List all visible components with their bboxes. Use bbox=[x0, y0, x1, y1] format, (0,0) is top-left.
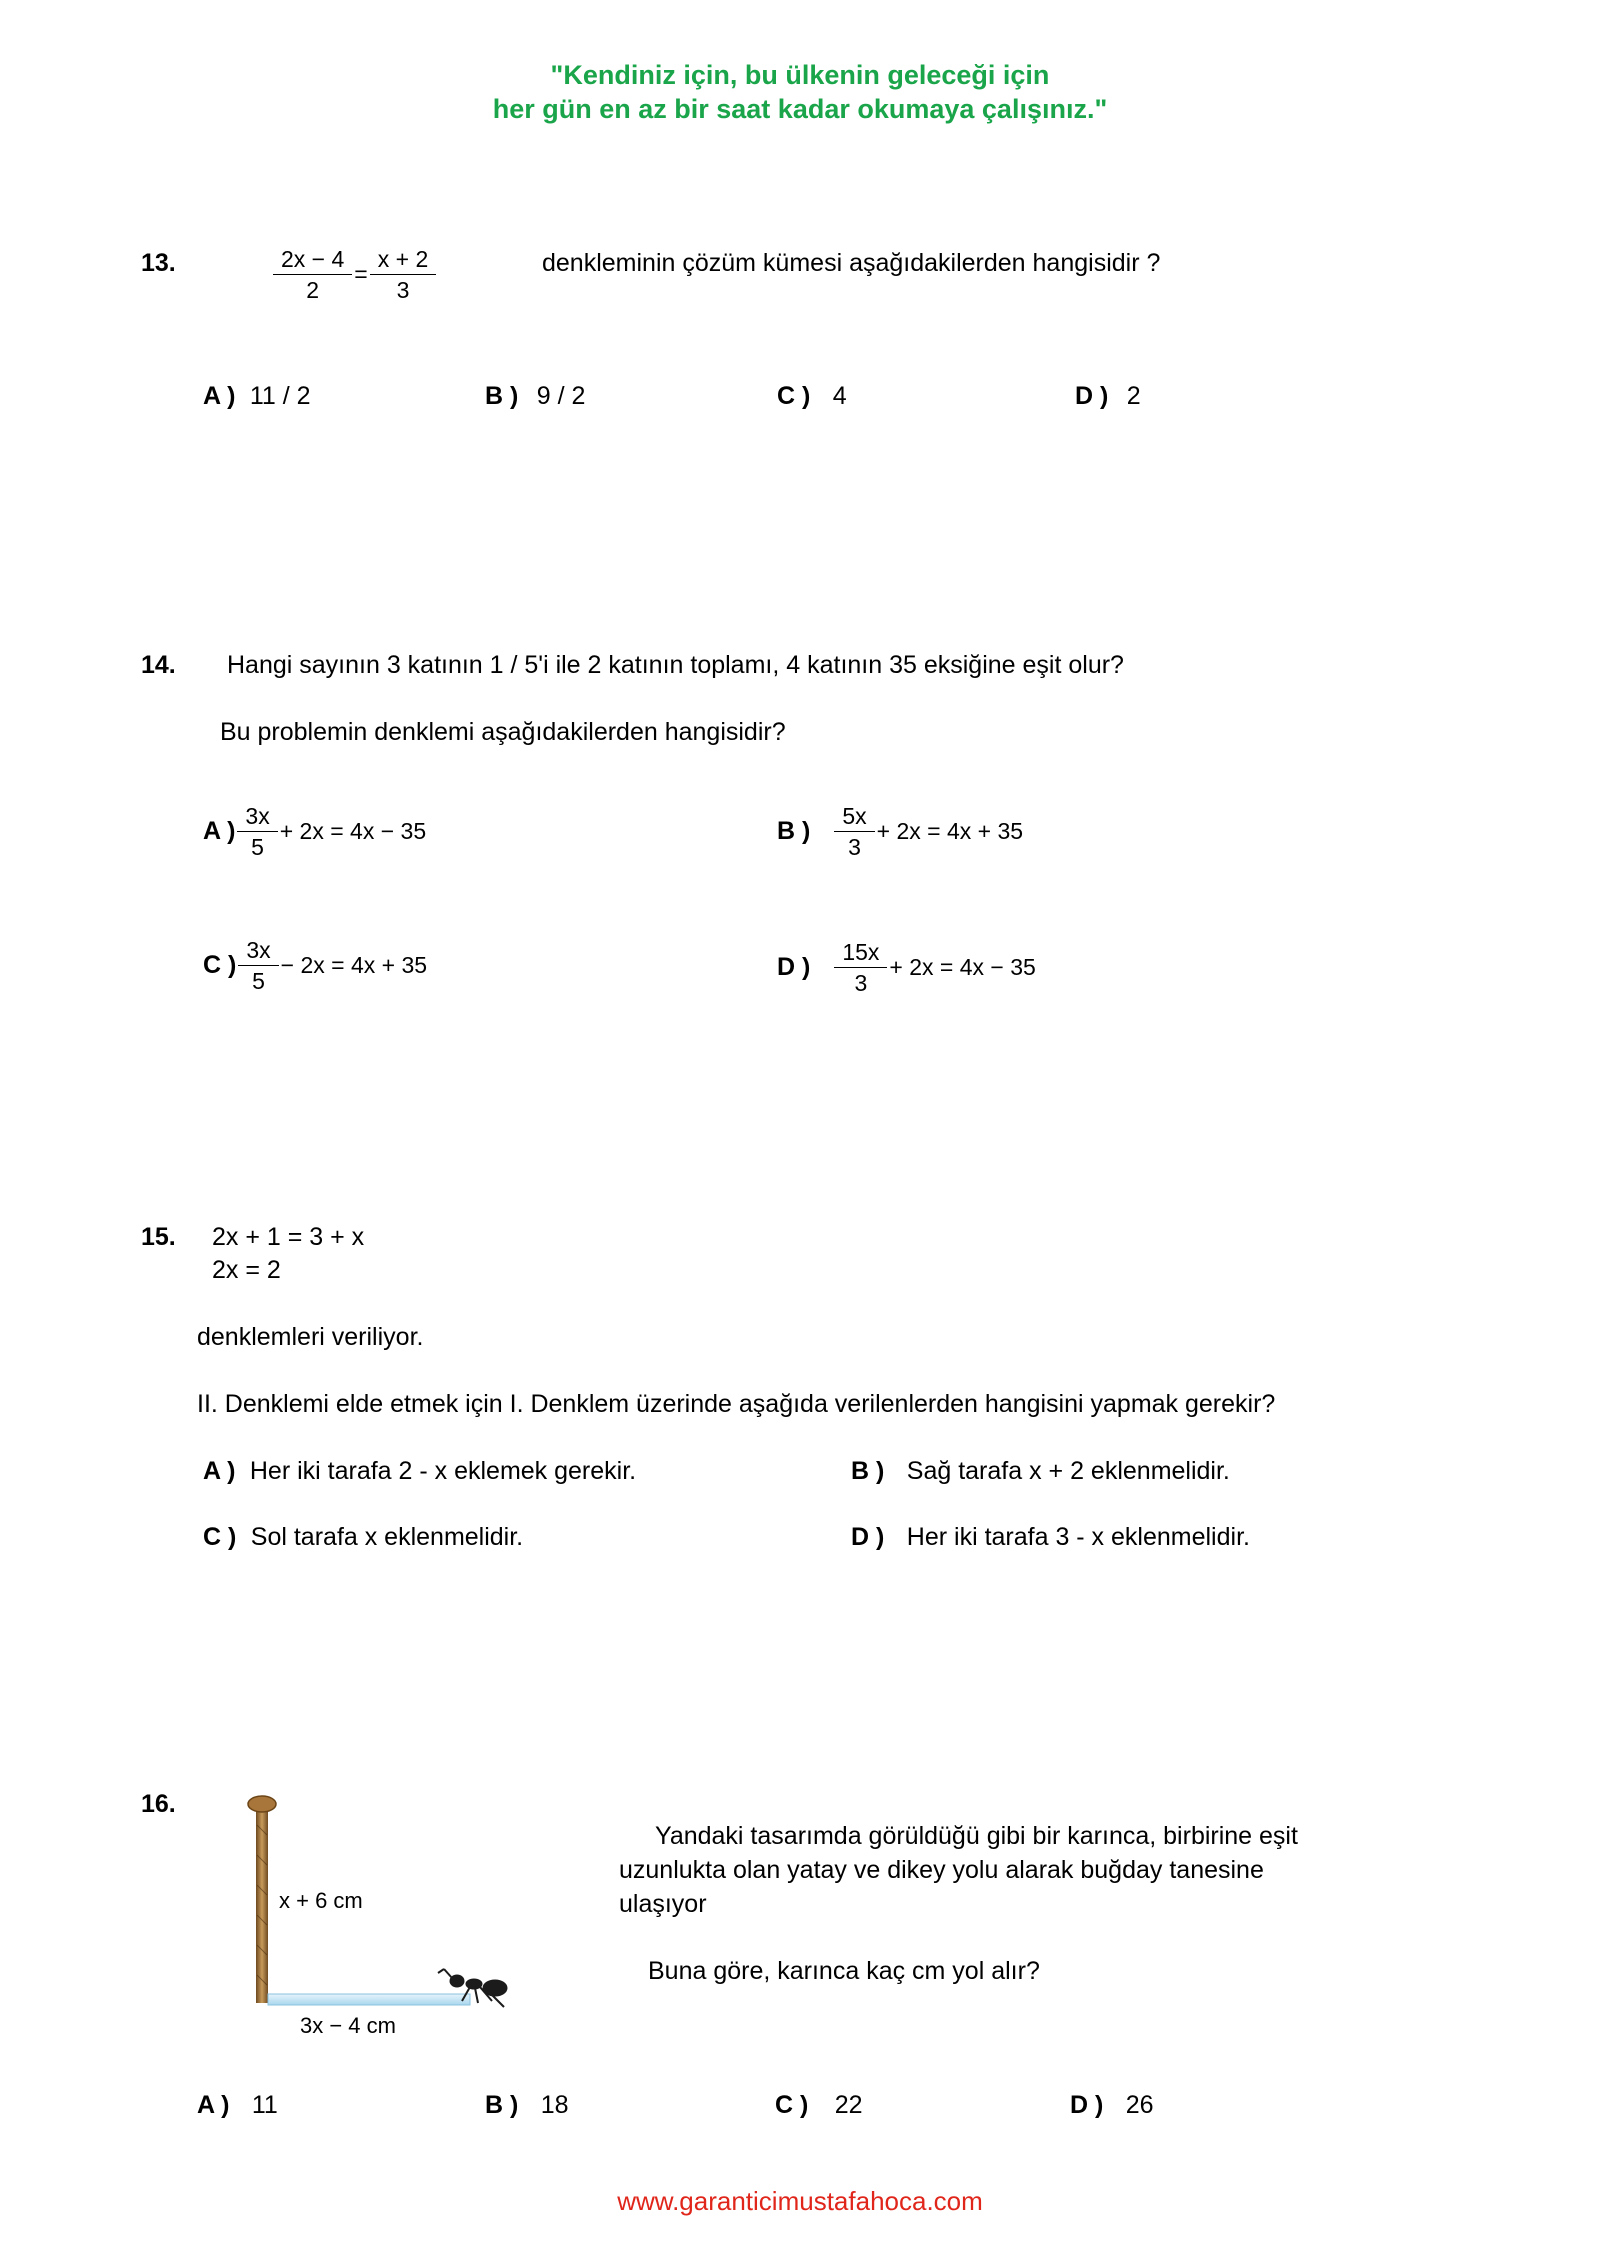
option-label: A ) bbox=[197, 2091, 230, 2119]
equation-rest: + 2x = 4x − 35 bbox=[889, 954, 1036, 980]
option-value: 26 bbox=[1125, 2091, 1154, 2119]
question-16-question: Buna göre, karınca kaç cm yol alır? bbox=[648, 1957, 1040, 1985]
question-13-text: denkleminin çözüm kümesi aşağıdakilerden hangisidir ? bbox=[542, 249, 1161, 277]
question-15-option-c[interactable] bbox=[203, 1523, 523, 1552]
wheat-grain-icon bbox=[248, 1796, 276, 1812]
option-label: B ) bbox=[777, 817, 811, 845]
option-label: B ) bbox=[851, 1457, 885, 1485]
question-15-number: 15. bbox=[141, 1223, 176, 1251]
fraction-denominator: 2 bbox=[273, 274, 352, 305]
fraction bbox=[838, 937, 883, 998]
option-value: Sağ tarafa x + 2 eklenmelidir. bbox=[906, 1457, 1230, 1485]
question-15-question: II. Denklemi elde etmek için I. Denklem üzerinde aşağıda verilenlerden hangisini yapmak gerekir? bbox=[197, 1390, 1276, 1418]
question-14-option-d[interactable] bbox=[777, 937, 1036, 998]
fraction-denominator: 3 bbox=[834, 967, 887, 998]
equation-rest: + 2x = 4x − 35 bbox=[279, 818, 427, 844]
equation-rest: − 2x = 4x + 35 bbox=[280, 952, 428, 978]
equation-1: 2x + 1 = 3 + x bbox=[212, 1223, 365, 1251]
fraction bbox=[838, 801, 870, 862]
fraction-numerator: 2x − 4 bbox=[281, 246, 345, 272]
option-label: D ) bbox=[851, 1523, 885, 1551]
option-value: 9 / 2 bbox=[536, 382, 586, 410]
question-16-option-d[interactable] bbox=[1070, 2091, 1154, 2120]
fraction bbox=[242, 935, 274, 996]
option-value: Sol tarafa x eklenmelidir. bbox=[250, 1523, 524, 1551]
option-label: B ) bbox=[485, 382, 519, 410]
question-14-option-b[interactable] bbox=[777, 801, 1023, 862]
fraction-denominator: 5 bbox=[238, 965, 278, 996]
option-value: 18 bbox=[540, 2091, 569, 2119]
equation-2: 2x = 2 bbox=[212, 1256, 281, 1284]
question-13-equation bbox=[277, 244, 432, 305]
motto-line-2: her gün en az bir saat kadar okumaya çalışınız." bbox=[492, 94, 1108, 124]
option-label: C ) bbox=[775, 2091, 809, 2119]
option-value: 11 / 2 bbox=[249, 382, 311, 410]
question-16-number: 16. bbox=[141, 1790, 176, 1818]
option-label: D ) bbox=[1070, 2091, 1104, 2119]
question-13-option-a[interactable] bbox=[203, 382, 311, 411]
option-value: Her iki tarafa 2 - x eklemek gerekir. bbox=[249, 1457, 637, 1485]
question-15-option-a[interactable] bbox=[203, 1457, 636, 1486]
question-16-text-line-2: uzunlukta olan yatay ve dikey yolu alarak buğday tanesine bbox=[619, 1856, 1264, 1884]
option-value: 11 bbox=[251, 2091, 278, 2119]
question-14-subtext: Bu problemin denklemi aşağıdakilerden hangisidir? bbox=[220, 718, 786, 746]
option-label: A ) bbox=[203, 382, 236, 410]
option-label: A ) bbox=[203, 1457, 236, 1485]
option-label: A ) bbox=[203, 817, 236, 845]
horizontal-length-label: 3x − 4 cm bbox=[300, 2013, 396, 2038]
fraction-denominator: 3 bbox=[370, 274, 437, 305]
question-16-text-line-1: Yandaki tasarımda görüldüğü gibi bir karınca, birbirine eşit bbox=[655, 1822, 1298, 1850]
equals-sign: = bbox=[354, 261, 368, 287]
question-15-option-d[interactable] bbox=[851, 1523, 1250, 1552]
fraction-numerator: x + 2 bbox=[377, 246, 429, 272]
option-value: Her iki tarafa 3 - x eklenmelidir. bbox=[906, 1523, 1250, 1551]
fraction-right bbox=[374, 244, 433, 305]
option-label: D ) bbox=[777, 953, 811, 981]
question-16-option-b[interactable] bbox=[485, 2091, 569, 2120]
option-value: 4 bbox=[832, 382, 847, 410]
fraction-denominator: 5 bbox=[237, 831, 277, 862]
fraction-numerator: 3x bbox=[245, 803, 270, 829]
option-label: C ) bbox=[203, 951, 237, 979]
fraction-numerator: 15x bbox=[842, 939, 880, 965]
question-15-option-b[interactable] bbox=[851, 1457, 1230, 1486]
fraction-numerator: 5x bbox=[842, 803, 867, 829]
question-15-text: denklemleri veriliyor. bbox=[197, 1323, 424, 1351]
fraction-denominator: 3 bbox=[834, 831, 874, 862]
footer-website-link[interactable]: www.garanticimustafahoca.com bbox=[617, 2186, 983, 2216]
question-13-option-b[interactable] bbox=[485, 382, 585, 411]
horizontal-path bbox=[268, 1994, 470, 2005]
motto-line-1: "Kendiniz için, bu ülkenin geleceği için bbox=[550, 60, 1050, 90]
question-13-option-c[interactable] bbox=[777, 382, 847, 411]
fraction-left bbox=[277, 244, 348, 305]
vertical-length-label: x + 6 cm bbox=[279, 1888, 363, 1913]
question-13-number: 13. bbox=[141, 249, 176, 277]
option-label: D ) bbox=[1075, 382, 1109, 410]
question-16-text-line-3: ulaşıyor bbox=[619, 1890, 707, 1918]
option-label: C ) bbox=[203, 1523, 237, 1551]
question-16-option-a[interactable] bbox=[197, 2091, 278, 2120]
option-value: 22 bbox=[834, 2091, 863, 2119]
fraction bbox=[241, 801, 273, 862]
question-14-text: Hangi sayının 3 katının 1 / 5'i ile 2 katının toplamı, 4 katının 35 eksiğine eşit olur? bbox=[227, 651, 1124, 679]
question-14-option-c[interactable] bbox=[203, 935, 427, 996]
option-value: 2 bbox=[1126, 382, 1141, 410]
question-14-number: 14. bbox=[141, 651, 176, 679]
option-label: C ) bbox=[777, 382, 811, 410]
equation-rest: + 2x = 4x + 35 bbox=[876, 818, 1024, 844]
fraction-numerator: 3x bbox=[246, 937, 271, 963]
question-13-option-d[interactable] bbox=[1075, 382, 1141, 411]
option-label: B ) bbox=[485, 2091, 519, 2119]
question-14-option-a[interactable] bbox=[203, 801, 426, 862]
question-16-option-c[interactable] bbox=[775, 2091, 863, 2120]
